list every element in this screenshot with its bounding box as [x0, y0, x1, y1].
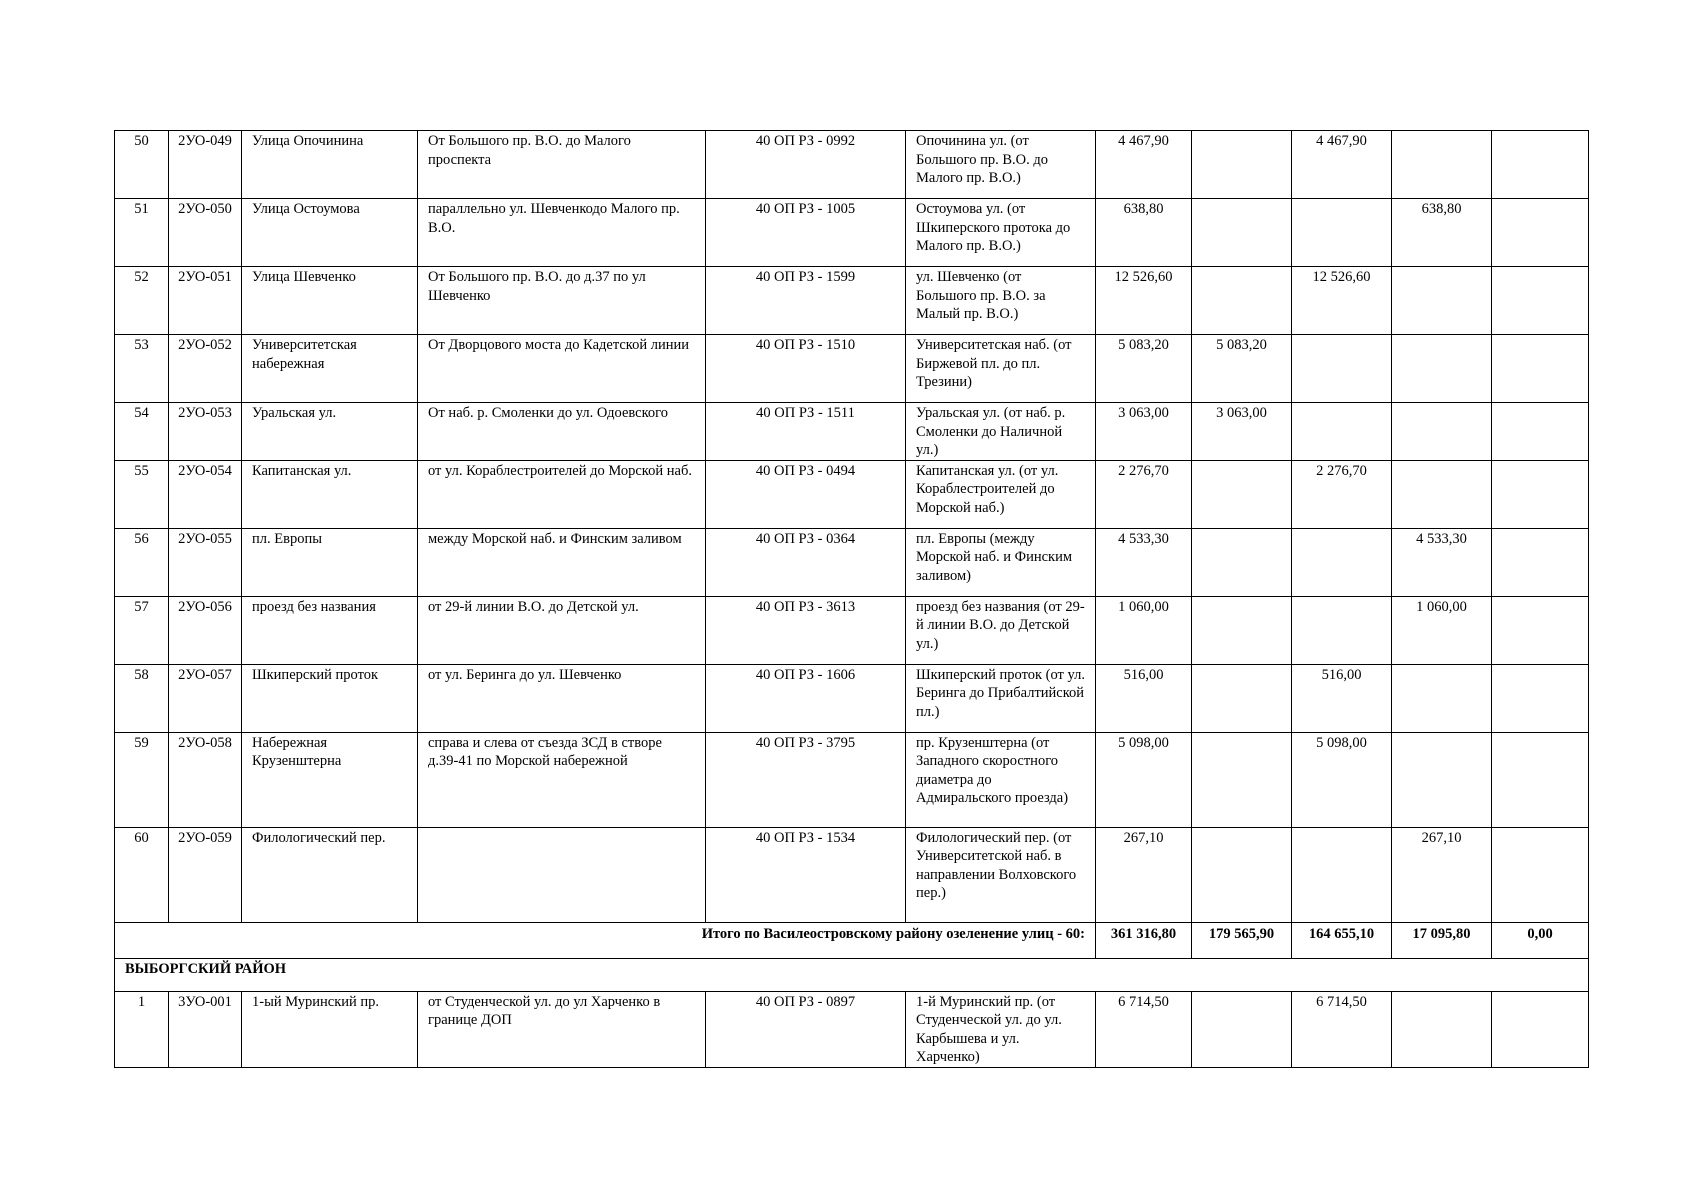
value-col-1: [1192, 732, 1292, 827]
table-row: [115, 596, 1589, 664]
object-code: 2УО-054: [169, 460, 242, 528]
object-code: 2УО-056: [169, 596, 242, 664]
registry-number: 40 ОП РЗ - 3795: [706, 732, 906, 827]
total-value: 4 467,90: [1096, 131, 1192, 199]
value-col-3: [1392, 403, 1492, 461]
total-value: 638,80: [1096, 199, 1192, 267]
total-col-2: 164 655,10: [1292, 922, 1392, 958]
value-col-2: 12 526,60: [1292, 267, 1392, 335]
value-col-3: [1392, 732, 1492, 827]
total-row: [115, 922, 1589, 958]
value-col-3: [1392, 664, 1492, 732]
row-number: 1: [115, 991, 169, 1067]
registry-number: 40 ОП РЗ - 0494: [706, 460, 906, 528]
total-col-4: 0,00: [1492, 922, 1589, 958]
object-code: 2УО-053: [169, 403, 242, 461]
registry-number: 40 ОП РЗ - 0992: [706, 131, 906, 199]
total-value: 12 526,60: [1096, 267, 1192, 335]
total-value: 267,10: [1096, 827, 1192, 922]
street-bounds: От Большого пр. В.О. до д.37 по ул Шевченко: [418, 267, 706, 335]
value-col-2: [1292, 335, 1392, 403]
value-col-3: 638,80: [1392, 199, 1492, 267]
registry-number: 40 ОП РЗ - 1511: [706, 403, 906, 461]
district-title: ВЫБОРГСКИЙ РАЙОН: [115, 958, 1589, 991]
road-description: Остоумова ул. (от Шкиперского протока до Малого пр. В.О.): [906, 199, 1096, 267]
table-row: [115, 827, 1589, 922]
total-col-3: 17 095,80: [1392, 922, 1492, 958]
street-bounds: От наб. р. Смоленки до ул. Одоевского: [418, 403, 706, 461]
total-value: 4 533,30: [1096, 528, 1192, 596]
table-row: [115, 528, 1589, 596]
row-number: 54: [115, 403, 169, 461]
district-header-row: [115, 958, 1589, 991]
road-description: ул. Шевченко (от Большого пр. В.О. за Малый пр. В.О.): [906, 267, 1096, 335]
value-col-1: [1192, 267, 1292, 335]
value-col-1: [1192, 460, 1292, 528]
road-description: Капитанская ул. (от ул. Кораблестроителей до Морской наб.): [906, 460, 1096, 528]
row-number: 52: [115, 267, 169, 335]
table-row: [115, 267, 1589, 335]
street-bounds: между Морской наб. и Финским заливом: [418, 528, 706, 596]
total-value: 3 063,00: [1096, 403, 1192, 461]
value-col-1: 5 083,20: [1192, 335, 1292, 403]
value-col-2: 6 714,50: [1292, 991, 1392, 1067]
object-code: 2УО-055: [169, 528, 242, 596]
value-col-2: [1292, 199, 1392, 267]
total-sum: 361 316,80: [1096, 922, 1192, 958]
value-col-3: 267,10: [1392, 827, 1492, 922]
row-number: 60: [115, 827, 169, 922]
total-value: 2 276,70: [1096, 460, 1192, 528]
street-bounds: справа и слева от съезда ЗСД в створе д.39-41 по Морской набережной: [418, 732, 706, 827]
total-label: Итого по Василеостровскому району озеленение улиц - 60:: [115, 922, 1096, 958]
value-col-2: [1292, 403, 1392, 461]
street-bounds: параллельно ул. Шевченкодо Малого пр. В.О.: [418, 199, 706, 267]
street-bounds: От Большого пр. В.О. до Малого проспекта: [418, 131, 706, 199]
value-col-1: [1192, 528, 1292, 596]
road-description: пр. Крузенштерна (от Западного скоростного диаметра до Адмиральского проезда): [906, 732, 1096, 827]
total-value: 516,00: [1096, 664, 1192, 732]
row-number: 56: [115, 528, 169, 596]
value-col-2: 5 098,00: [1292, 732, 1392, 827]
value-col-3: [1392, 460, 1492, 528]
street-bounds: от ул. Кораблестроителей до Морской наб.: [418, 460, 706, 528]
street-name: пл. Европы: [242, 528, 418, 596]
registry-number: 40 ОП РЗ - 0364: [706, 528, 906, 596]
row-number: 53: [115, 335, 169, 403]
street-name: Улица Шевченко: [242, 267, 418, 335]
street-bounds: от Студенческой ул. до ул Харченко в границе ДОП: [418, 991, 706, 1067]
value-col-2: [1292, 596, 1392, 664]
row-number: 50: [115, 131, 169, 199]
document-page: [114, 130, 1588, 1068]
road-description: Университетская наб. (от Биржевой пл. до пл. Трезини): [906, 335, 1096, 403]
value-col-1: [1192, 596, 1292, 664]
value-col-4: [1492, 267, 1589, 335]
row-number: 57: [115, 596, 169, 664]
value-col-1: [1192, 827, 1292, 922]
table-row: [115, 199, 1589, 267]
table-row: [115, 335, 1589, 403]
object-code: 2УО-051: [169, 267, 242, 335]
value-col-3: 1 060,00: [1392, 596, 1492, 664]
object-code: 2УО-049: [169, 131, 242, 199]
street-name: 1-ый Муринский пр.: [242, 991, 418, 1067]
value-col-3: [1392, 991, 1492, 1067]
table-row: [115, 664, 1589, 732]
registry-number: 40 ОП РЗ - 1599: [706, 267, 906, 335]
table-row: [115, 460, 1589, 528]
value-col-2: [1292, 827, 1392, 922]
street-bounds: от 29-й линии В.О. до Детской ул.: [418, 596, 706, 664]
value-col-4: [1492, 664, 1589, 732]
street-name: Шкиперский проток: [242, 664, 418, 732]
street-bounds: [418, 827, 706, 922]
value-col-1: [1192, 199, 1292, 267]
value-col-4: [1492, 732, 1589, 827]
street-name: Университетская набережная: [242, 335, 418, 403]
street-name: Филологический пер.: [242, 827, 418, 922]
value-col-4: [1492, 460, 1589, 528]
total-value: 6 714,50: [1096, 991, 1192, 1067]
value-col-1: [1192, 131, 1292, 199]
value-col-4: [1492, 335, 1589, 403]
road-description: 1-й Муринский пр. (от Студенческой ул. до ул. Карбышева и ул. Харченко): [906, 991, 1096, 1067]
street-name: проезд без названия: [242, 596, 418, 664]
road-description: пл. Европы (между Морской наб. и Финским заливом): [906, 528, 1096, 596]
streets-table: [114, 130, 1589, 1068]
table-row: [115, 131, 1589, 199]
value-col-3: [1392, 131, 1492, 199]
road-description: Опочинина ул. (от Большого пр. В.О. до Малого пр. В.О.): [906, 131, 1096, 199]
road-description: Шкиперский проток (от ул. Беринга до Прибалтийской пл.): [906, 664, 1096, 732]
registry-number: 40 ОП РЗ - 1534: [706, 827, 906, 922]
value-col-3: [1392, 267, 1492, 335]
street-name: Уральская ул.: [242, 403, 418, 461]
value-col-4: [1492, 403, 1589, 461]
object-code: 3УО-001: [169, 991, 242, 1067]
table-row: [115, 403, 1589, 461]
value-col-2: 2 276,70: [1292, 460, 1392, 528]
value-col-4: [1492, 596, 1589, 664]
registry-number: 40 ОП РЗ - 1510: [706, 335, 906, 403]
street-name: Улица Остоумова: [242, 199, 418, 267]
registry-number: 40 ОП РЗ - 1005: [706, 199, 906, 267]
table-row: [115, 732, 1589, 827]
street-bounds: От Дворцового моста до Кадетской линии: [418, 335, 706, 403]
value-col-3: 4 533,30: [1392, 528, 1492, 596]
street-name: Улица Опочинина: [242, 131, 418, 199]
registry-number: 40 ОП РЗ - 3613: [706, 596, 906, 664]
registry-number: 40 ОП РЗ - 1606: [706, 664, 906, 732]
value-col-1: [1192, 664, 1292, 732]
value-col-1: [1192, 991, 1292, 1067]
row-number: 58: [115, 664, 169, 732]
street-name: Капитанская ул.: [242, 460, 418, 528]
object-code: 2УО-050: [169, 199, 242, 267]
value-col-2: 516,00: [1292, 664, 1392, 732]
registry-number: 40 ОП РЗ - 0897: [706, 991, 906, 1067]
row-number: 55: [115, 460, 169, 528]
total-value: 5 098,00: [1096, 732, 1192, 827]
object-code: 2УО-057: [169, 664, 242, 732]
total-col-1: 179 565,90: [1192, 922, 1292, 958]
total-value: 1 060,00: [1096, 596, 1192, 664]
value-col-2: 4 467,90: [1292, 131, 1392, 199]
value-col-3: [1392, 335, 1492, 403]
row-number: 59: [115, 732, 169, 827]
table-row: [115, 991, 1589, 1067]
street-bounds: от ул. Беринга до ул. Шевченко: [418, 664, 706, 732]
object-code: 2УО-059: [169, 827, 242, 922]
value-col-4: [1492, 199, 1589, 267]
value-col-4: [1492, 827, 1589, 922]
value-col-4: [1492, 131, 1589, 199]
object-code: 2УО-058: [169, 732, 242, 827]
value-col-1: 3 063,00: [1192, 403, 1292, 461]
object-code: 2УО-052: [169, 335, 242, 403]
road-description: Уральская ул. (от наб. р. Смоленки до Наличной ул.): [906, 403, 1096, 461]
value-col-4: [1492, 528, 1589, 596]
street-name: Набережная Крузенштерна: [242, 732, 418, 827]
road-description: проезд без названия (от 29-й линии В.О. до Детской ул.): [906, 596, 1096, 664]
value-col-4: [1492, 991, 1589, 1067]
road-description: Филологический пер. (от Университетской наб. в направлении Волховского пер.): [906, 827, 1096, 922]
total-value: 5 083,20: [1096, 335, 1192, 403]
row-number: 51: [115, 199, 169, 267]
value-col-2: [1292, 528, 1392, 596]
